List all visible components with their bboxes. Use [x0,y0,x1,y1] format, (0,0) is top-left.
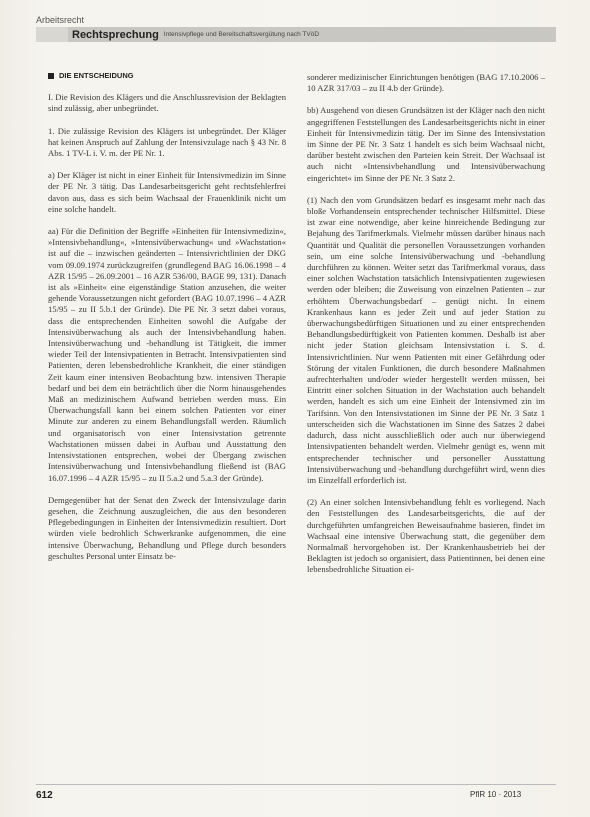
left-column [48,70,286,562]
section-heading [48,70,286,81]
paragraph: aa) Für die Definition der Begriffe »Einheiten für Intensivmedizin«, »Intensivbehandlung«, »Intensivüberwachung« und »Wachstation« ist auf die – inzwischen geänderten – Intensivrichtlinien der DKG vom 09.09.1974 zurückzugreifen (grundlegend BAG 16.06.1998 – 4 AZR 15/95 – 26.09.2001 – 16 AZR 536/00, BAGE 99, 131). Danach ist als »Einheit« eine eigenständige Station anzusehen, die weiter gehende Voraussetzungen nicht gefordert (BAG 10.07.1996 – 4 AZR 15/95 – zu II 5.b.1 der Gründe). Die PE Nr. 3 setzt dabei voraus, dass die entsprechenden Einheiten sowohl die Aufgabe der Intensivüberwachung als auch der Intensivbehandlung haben. Intensivüberwachung und -behandlung ist Tätigkeit, die immer wieder Teil der Intensivpatienten in Betracht. Intensivpatienten sind Patienten, deren lebensbedrohliche Krankheit, die einer ständigen Zeit kaum einer intensiven Beobachtung bzw. intensiven Therapie bedarf und bei dem ein beträchtlich über die Norm hinausgehendes Maß an medizinischem Aufwand betrieben werden muss. Ein Überwachungsfall kann bei einem solchen Patienten vor einer Minute zur anderen zu einem Behandlungsfall werden. Räumlich und organisatorisch von einer Intensivstation getrennte Wachstationen müssen dabei in Aufbau und Ausstattung den Intensivstationen entsprechen, wobei der Übergang zwischen Intensivüberwachung und Intensivbehandlung fließend ist (BAG 16.07.1996 – 4 AZR 15/95 – zu II 5.a.2 und 5.a.3 der Gründe). [48,226,286,483]
page-number: 612 [36,790,53,801]
journal-issue: PflR 10 · 2013 [470,790,522,799]
paragraph: 1. Die zulässige Revision des Klägers ist unbegründet. Der Kläger hat keinen Anspruch auf Zahlung der Intensivzulage nach § 43 Nr. 8 Abs. 1 TV-L i. V. m. der PE Nr. 1. [48,125,286,159]
header-bar [36,27,556,42]
section-label: Arbeitsrecht [36,15,85,25]
section-heading-text: DIE ENTSCHEIDUNG [59,71,134,80]
paragraph: (1) Nach den vom Grundsätzen bedarf es insgesamt mehr nach das bloße Vorhandensein entsprechender technischer Hilfsmittel. Diese ist zwar eine notwendige, aber keine hinreichende Bedingung zur Bejahung des Tarifmerkmals. Vielmehr müssen darüber hinaus nach Quantität und Qualität die personellen Voraussetzungen vorhanden sein, um eine solche Intensivüberwachung und -behandlung durchführen zu können. Weiter setzt das Tarifmerkmal voraus, dass einer solchen Wachstation tatsächlich Intensivpatienten zugewiesen werden oder bleiben; die Zuweisung von einzelnen Patienten – zur erhöhtem Überwachungsbedarf – genügt nicht. In einem Krankenhaus kann es jeder Zeit und auf jeder Station zu überwachungsbedürftigen Situationen und zu einer entsprechenden Behandlungsbedürftigkeit von Patienten kommen. Deshalb ist aber nicht jeder Station gleichsam Intensivstation i. S. d. Intensivrichtlinien. Nur wenn Patienten mit einer Gefährdung oder Störung der vitalen Funktionen, die durch besondere Maßnahmen aufrechterhalten und/oder wieder hergestellt werden müssen, bei Eintritt einer solchen Situation in der Wachstation auch behandelt werden, handelt es sich um eine Einheit der Intensivmed zin im Tarifsinn. Von den Intensivstationen im Sinne der PE Nr. 3 Satz 1 unterscheiden sich die Wachstationen im Sinne des Satzes 2 dabei dadurch, dass nicht ausschließlich oder auch nur überwiegend Intensivpatienten behandelt werden. Vielmehr genügt es, wenn mit entsprechender technischer und personeller Ausstattung Intensivüberwachung und -behandlung durchgeführt wird, wenn dies im Einzelfall erforderlich ist. [307,194,545,485]
paragraph: (2) An einer solchen Intensivbehandlung fehlt es vorliegend. Nach den Feststellungen des Landesarbeitsgerichts, die auf der durchgeführten umfangreichen Beweisaufnahme basieren, findet im Wachsaal eine intensive Überwachung statt, die gegenüber dem Normalmaß hervorgehoben ist. Der Krankenhausbetrieb bei der Beklagten ist jedoch so organisiert, dass Patientinnen, bei denen eine lebensbedrohliche Situation ei- [307,497,545,575]
paragraph: Demgegenüber hat der Senat den Zweck der Intensivzulage darin gesehen, die Zeichnung auszugleichen, die aus den besonderen Pflegebedingungen in Einheiten der Intensivmedizin resultiert. Dort würden viele bedrohlich Schwerkranke aufgenommen, die eine intensive Überwachung, Behandlung und Pflege durch besonders geschultes Personal unter Einsatz be- [48,494,286,561]
header-title: Rechtsprechung [72,28,159,41]
paragraph: sonderer medizinischer Einrichtungen benötigen (BAG 17.10.2006 – 10 AZR 317/03 – zu II 4.b der Gründe). [307,72,545,94]
paragraph: I. Die Revision des Klägers und die Anschlussrevision der Beklagten sind zulässig, aber unbegründet. [48,92,286,114]
paragraph: a) Der Kläger ist nicht in einer Einheit für Intensivmedizin im Sinne der PE Nr. 3 tätig. Das Landesarbeitsgericht geht rechtsfehlerfrei davon aus, dass es sich beim Wachsaal der Frauenklinik nicht um eine solche handelt. [48,170,286,214]
square-bullet-icon [48,73,54,79]
right-column [307,72,545,576]
footer-divider [36,784,556,785]
header-subtitle: Intensivpflege und Bereitschaftsvergütung nach TVöD [163,31,320,38]
header-accent-block [36,27,68,42]
paragraph: bb) Ausgehend von diesen Grundsätzen ist der Kläger nach den nicht angegriffenen Feststellungen des Landesarbeitsgerichts nicht in einer Einheit für Intensivmedizin tätig. Der im Sinne des Intensivstation im Sinne der PE Nr. 3 Satz 1 handelt es sich beim Wachsaal nicht, darüber besteht zwischen den Parteien kein Streit. Der Wachsaal ist auch nicht »Intensivbehandlung und Intensivüberwachung eingerichtet« im Sinne der PE Nr. 3 Satz 2. [307,105,545,183]
